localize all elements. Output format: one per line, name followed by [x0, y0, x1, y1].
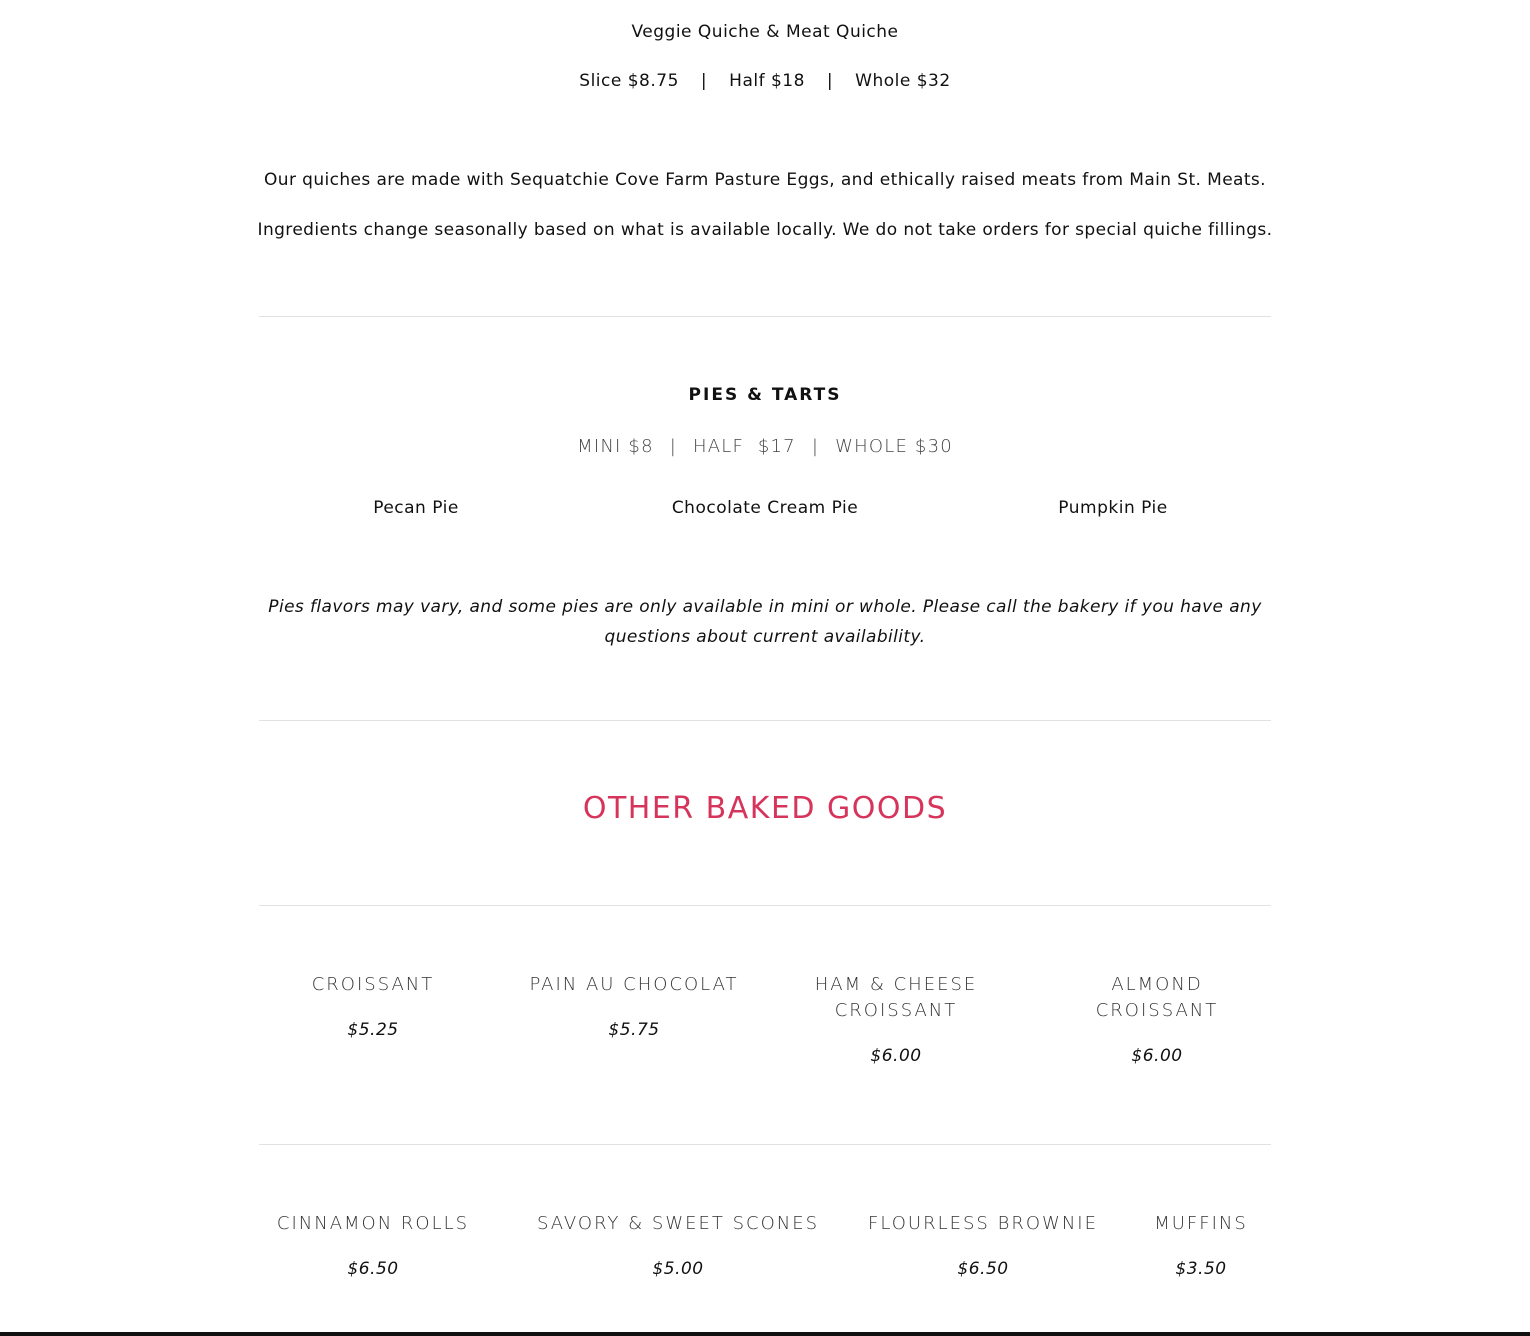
pies-availability-note: Pies flavors may vary, and some pies are only available in mini or whole. Please call the bakery if you have any questions about current availability.	[268, 597, 1262, 647]
price-separator: |	[700, 71, 708, 91]
baked-good-item	[776, 972, 1016, 1066]
baked-good-name: MUFFINS	[1154, 1213, 1248, 1234]
quiche-price-slice: Slice $8.75	[579, 71, 679, 91]
baked-good-price: $3.50	[1175, 1259, 1227, 1279]
pies-price-half: HALF $17	[693, 436, 796, 457]
baked-good-price: $6.00	[1131, 1046, 1183, 1066]
baked-good-name: FLOURLESS BROWNIE	[868, 1213, 1098, 1234]
baked-good-price: $5.25	[347, 1020, 399, 1040]
baked-good-item	[1037, 972, 1277, 1066]
baked-good-name: PAIN AU CHOCOLAT	[529, 974, 739, 995]
quiche-price-whole: Whole $32	[855, 71, 951, 91]
pies-price-mini: MINI $8	[577, 436, 654, 457]
price-separator: |	[826, 71, 834, 91]
quiche-note-sourcing: Our quiches are made with Sequatchie Cove Farm Pasture Eggs, and ethically raised meats from Main St. Meats.	[263, 170, 1266, 190]
pies-prices	[0, 436, 1530, 457]
baked-good-name: SAVORY & SWEET SCONES	[536, 1213, 820, 1234]
pie-item: Chocolate Cream Pie	[671, 498, 859, 518]
baked-good-item	[853, 1211, 1113, 1279]
price-separator: |	[811, 436, 820, 457]
baked-good-name: HAM & CHEESE CROISSANT	[814, 974, 978, 1021]
section-divider	[259, 905, 1271, 906]
pies-heading: PIES & TARTS	[688, 385, 842, 405]
quiche-title: Veggie Quiche & Meat Quiche	[631, 22, 899, 42]
quiche-note-seasonal: Ingredients change seasonally based on what is available locally. We do not take orders for special quiche fillings.	[257, 220, 1273, 240]
baked-good-item	[253, 972, 493, 1040]
baked-good-item	[514, 972, 754, 1040]
other-baked-goods-heading: OTHER BAKED GOODS	[582, 791, 948, 826]
baked-good-price: $5.00	[652, 1259, 704, 1279]
section-divider	[259, 1144, 1271, 1145]
baked-good-item	[1111, 1211, 1291, 1279]
baked-good-item	[528, 1211, 828, 1279]
baked-good-price: $5.75	[608, 1020, 660, 1040]
baked-good-item	[253, 1211, 493, 1279]
baked-good-price: $6.50	[347, 1259, 399, 1279]
baked-good-name: CROISSANT	[311, 974, 435, 995]
price-separator: |	[669, 436, 677, 457]
section-divider	[259, 720, 1271, 721]
section-divider	[259, 316, 1271, 317]
baked-good-price: $6.00	[870, 1046, 922, 1066]
baked-good-name: ALMOND CROISSANT	[1095, 974, 1219, 1021]
pies-price-whole: WHOLE $30	[835, 436, 953, 457]
quiche-price-half: Half $18	[729, 71, 805, 91]
footer-edge-bar	[0, 1332, 1530, 1336]
pie-item: Pumpkin Pie	[1058, 498, 1168, 518]
baked-good-name: CINNAMON ROLLS	[276, 1213, 470, 1234]
quiche-prices	[0, 71, 1530, 91]
baked-good-price: $6.50	[957, 1259, 1009, 1279]
pie-item: Pecan Pie	[373, 498, 459, 518]
